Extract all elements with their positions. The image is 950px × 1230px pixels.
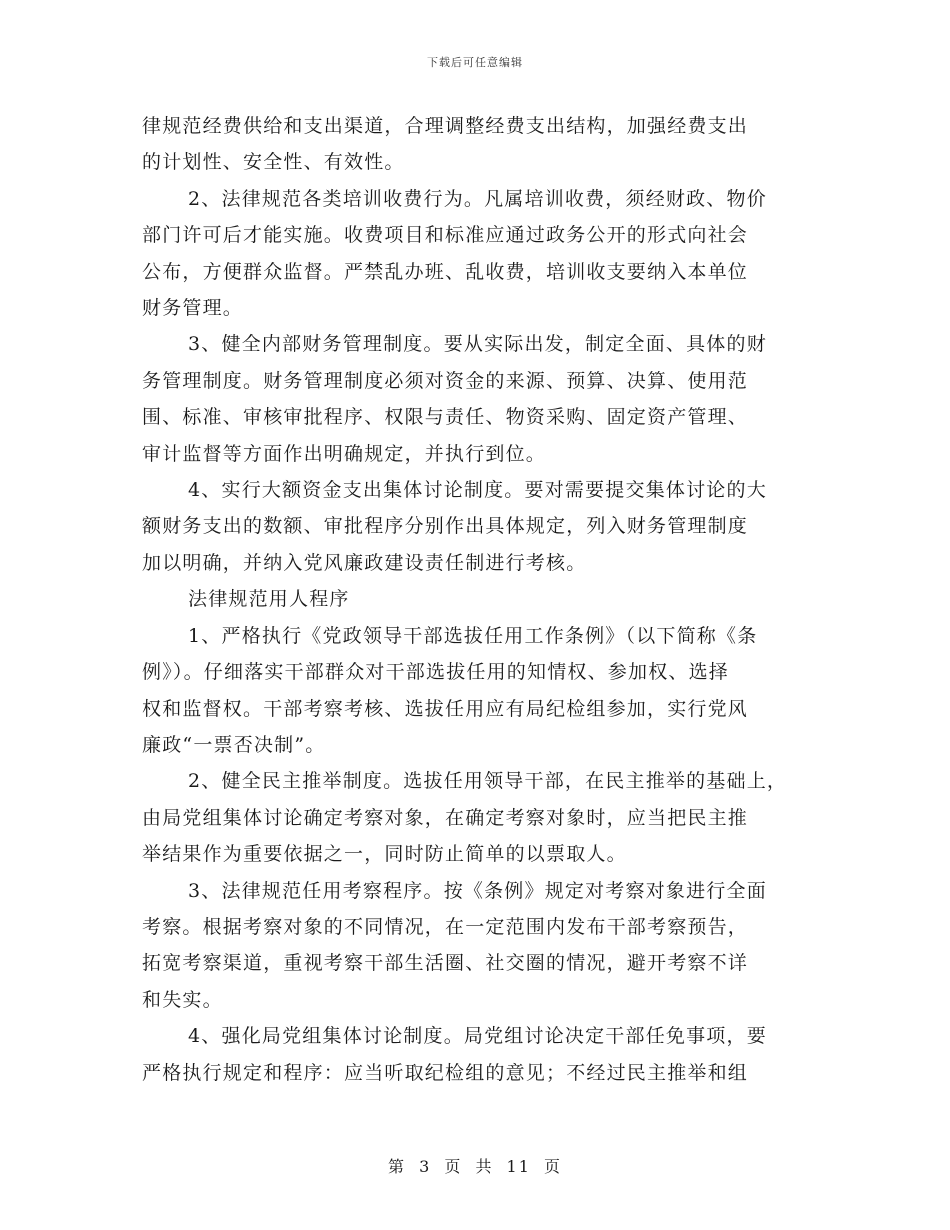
body-line: 围、标准、审核审批程序、权限与责任、物资采购、固定资产管理、: [142, 406, 749, 429]
body-line: 举结果作为重要依据之一，同时防止简单的以票取人。: [142, 843, 627, 866]
body-line: 审计监督等方面作出明确规定，并执行到位。: [142, 442, 547, 465]
body-text: [142, 108, 810, 1091]
body-line: 公布，方便群众监督。严禁乱办班、乱收费，培训收支要纳入本单位: [142, 260, 749, 283]
body-line: 拓宽考察渠道，重视考察干部生活圈、社交圈的情况，避开考察不详: [142, 952, 749, 975]
body-line: 3、法律规范任用考察程序。按《条例》规定对考察对象进行全面: [188, 879, 767, 902]
body-line: 2、健全民主推举制度。选拔任用领导干部，在民主推举的基础上，: [188, 770, 788, 793]
body-line: 的计划性、安全性、有效性。: [142, 151, 405, 174]
body-line: 务管理制度。财务管理制度必须对资金的来源、预算、决算、使用范: [142, 369, 749, 392]
page-footer: 第 3 页 共 11 页: [388, 1157, 562, 1176]
body-line: 1、严格执行《党政领导干部选拔任用工作条例》（以下简称《条: [188, 624, 758, 647]
body-line: 律规范经费供给和支出渠道，合理调整经费支出结构，加强经费支出: [142, 115, 749, 137]
body-line: 权和监督权。干部考察考核、选拔任用应有局纪检组参加，实行党风: [142, 697, 749, 720]
body-line: 部门许可后才能实施。收费项目和标准应通过政务公开的形式向社会: [142, 224, 749, 247]
body-line: 2、法律规范各类培训收费行为。凡属培训收费，须经财政、物价: [188, 187, 767, 210]
body-line: 廉政“一票否决制”。: [142, 733, 326, 756]
body-line: 严格执行规定和程序：应当听取纪检组的意见；不经过民主推举和组: [142, 1061, 749, 1084]
body-line: 例》）。仔细落实干部群众对干部选拔任用的知情权、参加权、选择: [142, 661, 730, 684]
body-line: 考察。根据考察对象的不同情况，在一定范围内发布干部考察预告，: [142, 915, 749, 938]
body-line: 额财务支出的数额、审批程序分别作出具体规定，列入财务管理制度: [142, 515, 749, 538]
body-line: 3、健全内部财务管理制度。要从实际出发，制定全面、具体的财: [188, 333, 767, 356]
body-line: 和失实。: [142, 988, 223, 1011]
body-line: 财务管理。: [142, 297, 244, 320]
body-line: 加以明确，并纳入党风廉政建设责任制进行考核。: [142, 551, 587, 574]
page-header: 下载后可任意编辑: [427, 56, 523, 69]
document-body: [142, 108, 810, 1091]
body-line: 4、强化局党组集体讨论制度。局党组讨论决定干部任免事项，要: [188, 1025, 767, 1048]
body-line: 4、实行大额资金支出集体讨论制度。要对需要提交集体讨论的大: [188, 479, 767, 502]
body-line: 由局党组集体讨论确定考察对象，在确定考察对象时，应当把民主推: [142, 806, 749, 829]
body-line: 法律规范用人程序: [188, 588, 350, 611]
